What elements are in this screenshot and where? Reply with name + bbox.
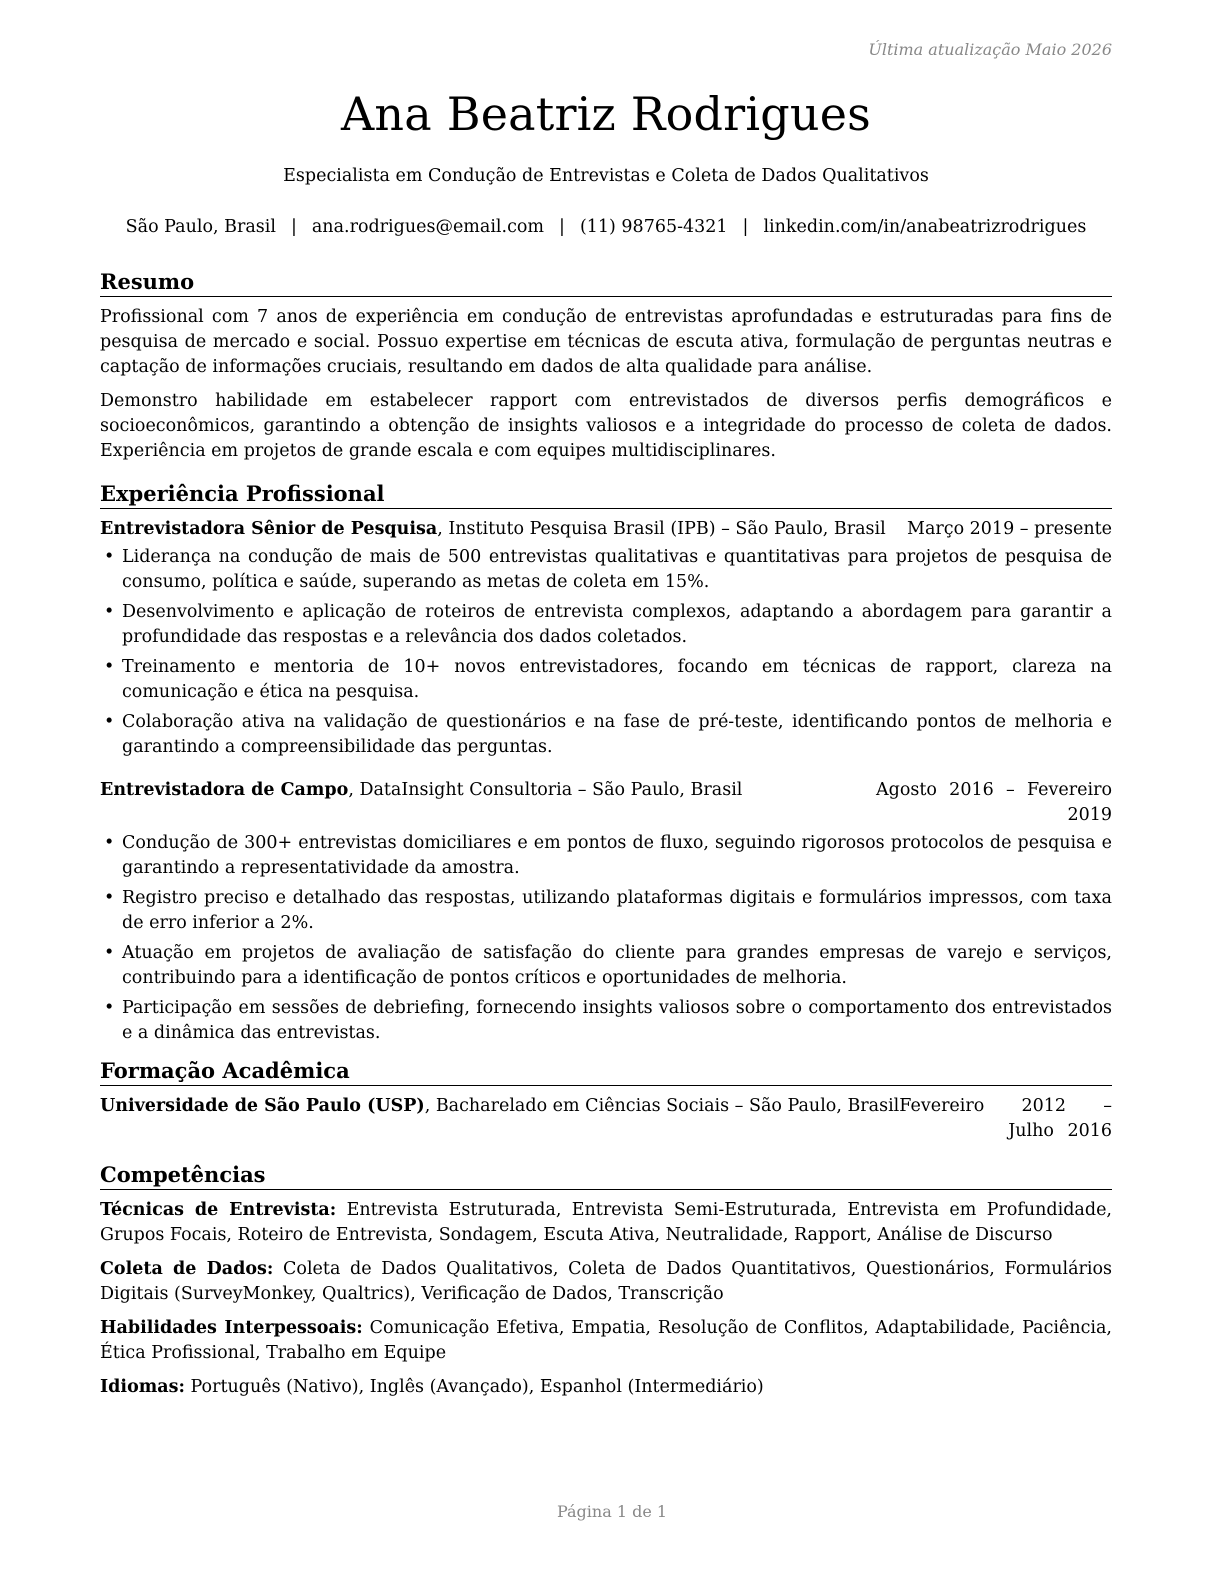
bullet-text: Condução de 300+ entrevistas domiciliares e em pontos de fluxo, seguindo rigorosos protocolos de pesquisa e garantindo a representatividade da amostra. <box>122 833 1112 878</box>
bullet-icon: • <box>104 888 115 908</box>
job-org: , DataInsight Consultoria – São Paulo, Brasil <box>348 780 743 800</box>
job-org: , Instituto Pesquisa Brasil (IPB) – São Paulo, Brasil <box>437 519 886 539</box>
bullet-text: Colaboração ativa na validação de questionários e na fase de pré-teste, identificando pontos de melhoria e garantindo a compreensibilidade das perguntas. <box>122 712 1112 757</box>
skill-group <box>100 1375 1112 1400</box>
contact-location: São Paulo, Brasil <box>125 217 276 237</box>
list-item <box>100 886 1112 936</box>
summary-section <box>100 269 1112 464</box>
bullet-icon: • <box>104 547 115 567</box>
list-item <box>100 600 1112 650</box>
skill-group <box>100 1257 1112 1307</box>
bullet-icon: • <box>104 998 115 1018</box>
candidate-subtitle: Especialista em Condução de Entrevistas e Coleta de Dados Qualitativos <box>283 166 929 186</box>
skill-text: Coleta de Dados Qualitativos, Coleta de Dados Quantitativos, Questionários, Formulários Digitais (SurveyMonkey, Qualtrics), Verificação de Dados, Transcrição <box>100 1259 1112 1304</box>
resume-page <box>100 40 1112 1400</box>
education-degree: , Bacharelado em Ciências Sociais – São Paulo, Brasil <box>424 1096 900 1116</box>
section-title-skills: Competências <box>100 1162 1112 1190</box>
skill-text: Comunicação Efetiva, Empatia, Resolução de Conflitos, Adaptabilidade, Paciência, Ética Profissional, Trabalho em Equipe <box>100 1318 1112 1363</box>
bullet-text: Treinamento e mentoria de 10+ novos entrevistadores, focando em técnicas de rapport, clareza na comunicação e ética na pesquisa. <box>122 657 1112 702</box>
education-line <box>100 1094 899 1144</box>
contact-email[interactable]: ana.rodrigues@email.com <box>311 217 545 237</box>
contact-linkedin[interactable]: linkedin.com/in/anabeatrizrodrigues <box>763 217 1087 237</box>
skill-text: Português (Nativo), Inglês (Avançado), Espanhol (Intermediário) <box>184 1377 764 1397</box>
bullet-text: Participação em sessões de debriefing, fornecendo insights valiosos sobre o comportamento dos entrevistados e a dinâmica das entrevistas. <box>122 998 1112 1043</box>
bullet-text: Atuação em projetos de avaliação de satisfação do cliente para grandes empresas de varejo e serviços, contribuindo para a identificação de pontos críticos e oportunidades de melhoria. <box>122 943 1112 988</box>
job-header <box>100 517 1112 542</box>
job-title-line <box>100 517 886 542</box>
last-updated: Última atualização Maio 2026 <box>868 40 1112 59</box>
job-title-line <box>100 778 742 828</box>
job-header <box>100 778 1112 828</box>
section-title-experience: Experiência Profissional <box>100 481 1112 509</box>
bullet-icon: • <box>104 712 115 732</box>
list-item <box>100 941 1112 991</box>
list-item <box>100 710 1112 760</box>
contact-separator: | <box>559 217 565 237</box>
education-section <box>100 1058 1112 1144</box>
contact-line <box>100 215 1112 239</box>
skill-group <box>100 1316 1112 1366</box>
experience-section <box>100 481 1112 1046</box>
summary-paragraph: Profissional com 7 anos de experiência em condução de entrevistas aprofundadas e estruturadas para fins de pesquisa de mercado e social. Possuo expertise em técnicas de escuta ativa, formulação de perguntas neutras e captação de informações cruciais, resultando em dados de alta qualidade para análise. <box>100 307 1112 377</box>
skill-label: Idiomas: <box>100 1377 185 1397</box>
bullet-icon: • <box>104 943 115 963</box>
bullet-icon: • <box>104 657 115 677</box>
skill-label: Técnicas de Entrevista: <box>100 1200 337 1220</box>
skill-label: Habilidades Interpessoais: <box>100 1318 363 1338</box>
job-dates: Março 2019 – presente <box>907 519 1112 539</box>
bullet-text: Desenvolvimento e aplicação de roteiros de entrevista complexos, adaptando a abordagem para garantir a profundidade das respostas e a relevância dos dados coletados. <box>122 602 1112 647</box>
section-title-summary: Resumo <box>100 269 1112 297</box>
page-footer: Página 1 de 1 <box>556 1502 668 1521</box>
job-bullets <box>100 545 1112 760</box>
job-entry <box>100 778 1112 1046</box>
bullet-icon: • <box>104 602 115 622</box>
skill-group <box>100 1198 1112 1248</box>
job-dates: Agosto 2016 – Fevereiro 2019 <box>876 780 1112 825</box>
list-item <box>100 545 1112 595</box>
skills-section <box>100 1162 1112 1400</box>
education-dates: Fevereiro 2012 – Julho 2016 <box>899 1096 1112 1141</box>
education-school: Universidade de São Paulo (USP) <box>100 1096 425 1116</box>
list-item <box>100 996 1112 1046</box>
bullet-text: Registro preciso e detalhado das respostas, utilizando plataformas digitais e formulários impressos, com taxa de erro inferior a 2%. <box>122 888 1112 933</box>
job-bullets <box>100 831 1112 1046</box>
job-entry <box>100 517 1112 760</box>
job-role: Entrevistadora de Campo <box>100 780 349 800</box>
contact-separator: | <box>742 217 749 237</box>
section-title-education: Formação Acadêmica <box>100 1058 1112 1086</box>
bullet-text: Liderança na condução de mais de 500 entrevistas qualitativas e quantitativas para projetos de pesquisa de consumo, política e saúde, superando as metas de coleta em 15%. <box>122 547 1112 592</box>
job-role: Entrevistadora Sênior de Pesquisa <box>100 519 438 539</box>
summary-paragraph: Demonstro habilidade em estabelecer rapport com entrevistados de diversos perfis demográficos e socioeconômicos, garantindo a obtenção de insights valiosos e a integridade do processo de coleta de dados. Experiência em projetos de grande escala e com equipes multidisciplinares. <box>100 391 1112 461</box>
list-item <box>100 831 1112 881</box>
contact-separator: | <box>290 217 297 237</box>
education-entry <box>100 1094 1112 1144</box>
skill-label: Coleta de Dados: <box>100 1259 274 1279</box>
candidate-name: Ana Beatriz Rodrigues <box>341 87 871 141</box>
skill-text: Entrevista Estruturada, Entrevista Semi-Estruturada, Entrevista em Profundidade, Grupos Focais, Roteiro de Entrevista, Sondagem, Escuta Ativa, Neutralidade, Rapport, Análise de Discurso <box>100 1200 1112 1245</box>
contact-phone: (11) 98765-4321 <box>579 217 728 237</box>
bullet-icon: • <box>104 833 115 853</box>
list-item <box>100 655 1112 705</box>
